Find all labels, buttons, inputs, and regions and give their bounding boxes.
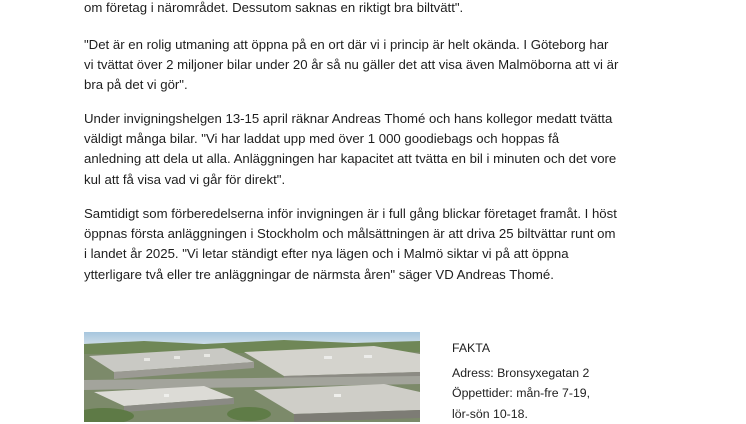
text-line: öppnas första anläggningen i Stockholm och målsättningen är att driva 25 biltvättar runt om	[84, 224, 674, 244]
text-line: "Det är en rolig utmaning att öppna på en ort där vi i princip är helt okända. I Göteborg har	[84, 35, 674, 55]
text-line: vi tvättat över 2 miljoner bilar under 20 år så nu gäller det att visa även Malmöborna att vi är	[84, 55, 674, 75]
text-line: i landet år 2025. "Vi letar ständigt efter nya lägen och i Malmö siktar vi på att öppna	[84, 244, 674, 264]
text-line: om företag i närområdet. Dessutom saknas en riktigt bra biltvätt".	[84, 0, 674, 18]
fakta-hours-weekend: lör-sön 10-18.	[452, 404, 590, 424]
paragraph	[84, 0, 674, 18]
text-line: bra på det vi gör".	[84, 75, 674, 95]
text-line: ytterligare två eller tre anläggningar de närmsta åren" säger VD Andreas Thomé.	[84, 265, 674, 285]
fakta-box	[452, 338, 590, 424]
aerial-photo-illustration	[84, 332, 420, 422]
paragraph	[84, 35, 674, 96]
fakta-address: Adress: Bronsyxegatan 2	[452, 363, 590, 384]
text-line: anledning att dela ut alla. Anläggningen har kapacitet att tvätta en bil i minuten och det vore	[84, 149, 674, 169]
aerial-industrial-photo	[84, 332, 420, 422]
paragraph	[84, 109, 674, 190]
text-line: kul att få visa vad vi går för direkt".	[84, 170, 674, 190]
text-line: Samtidigt som förberedelserna inför invigningen är i full gång blickar företaget framåt. I höst	[84, 204, 674, 224]
fakta-hours-weekday: Öppettider: mån-fre 7-19,	[452, 383, 590, 404]
fakta-heading: FAKTA	[452, 338, 590, 359]
text-line: Under invigningshelgen 13-15 april räknar Andreas Thomé och hans kollegor medatt tvätta	[84, 109, 674, 129]
paragraph	[84, 204, 674, 285]
text-line: väldigt många bilar. "Vi har laddat upp med över 1 000 goodiebags och hoppas få	[84, 129, 674, 149]
